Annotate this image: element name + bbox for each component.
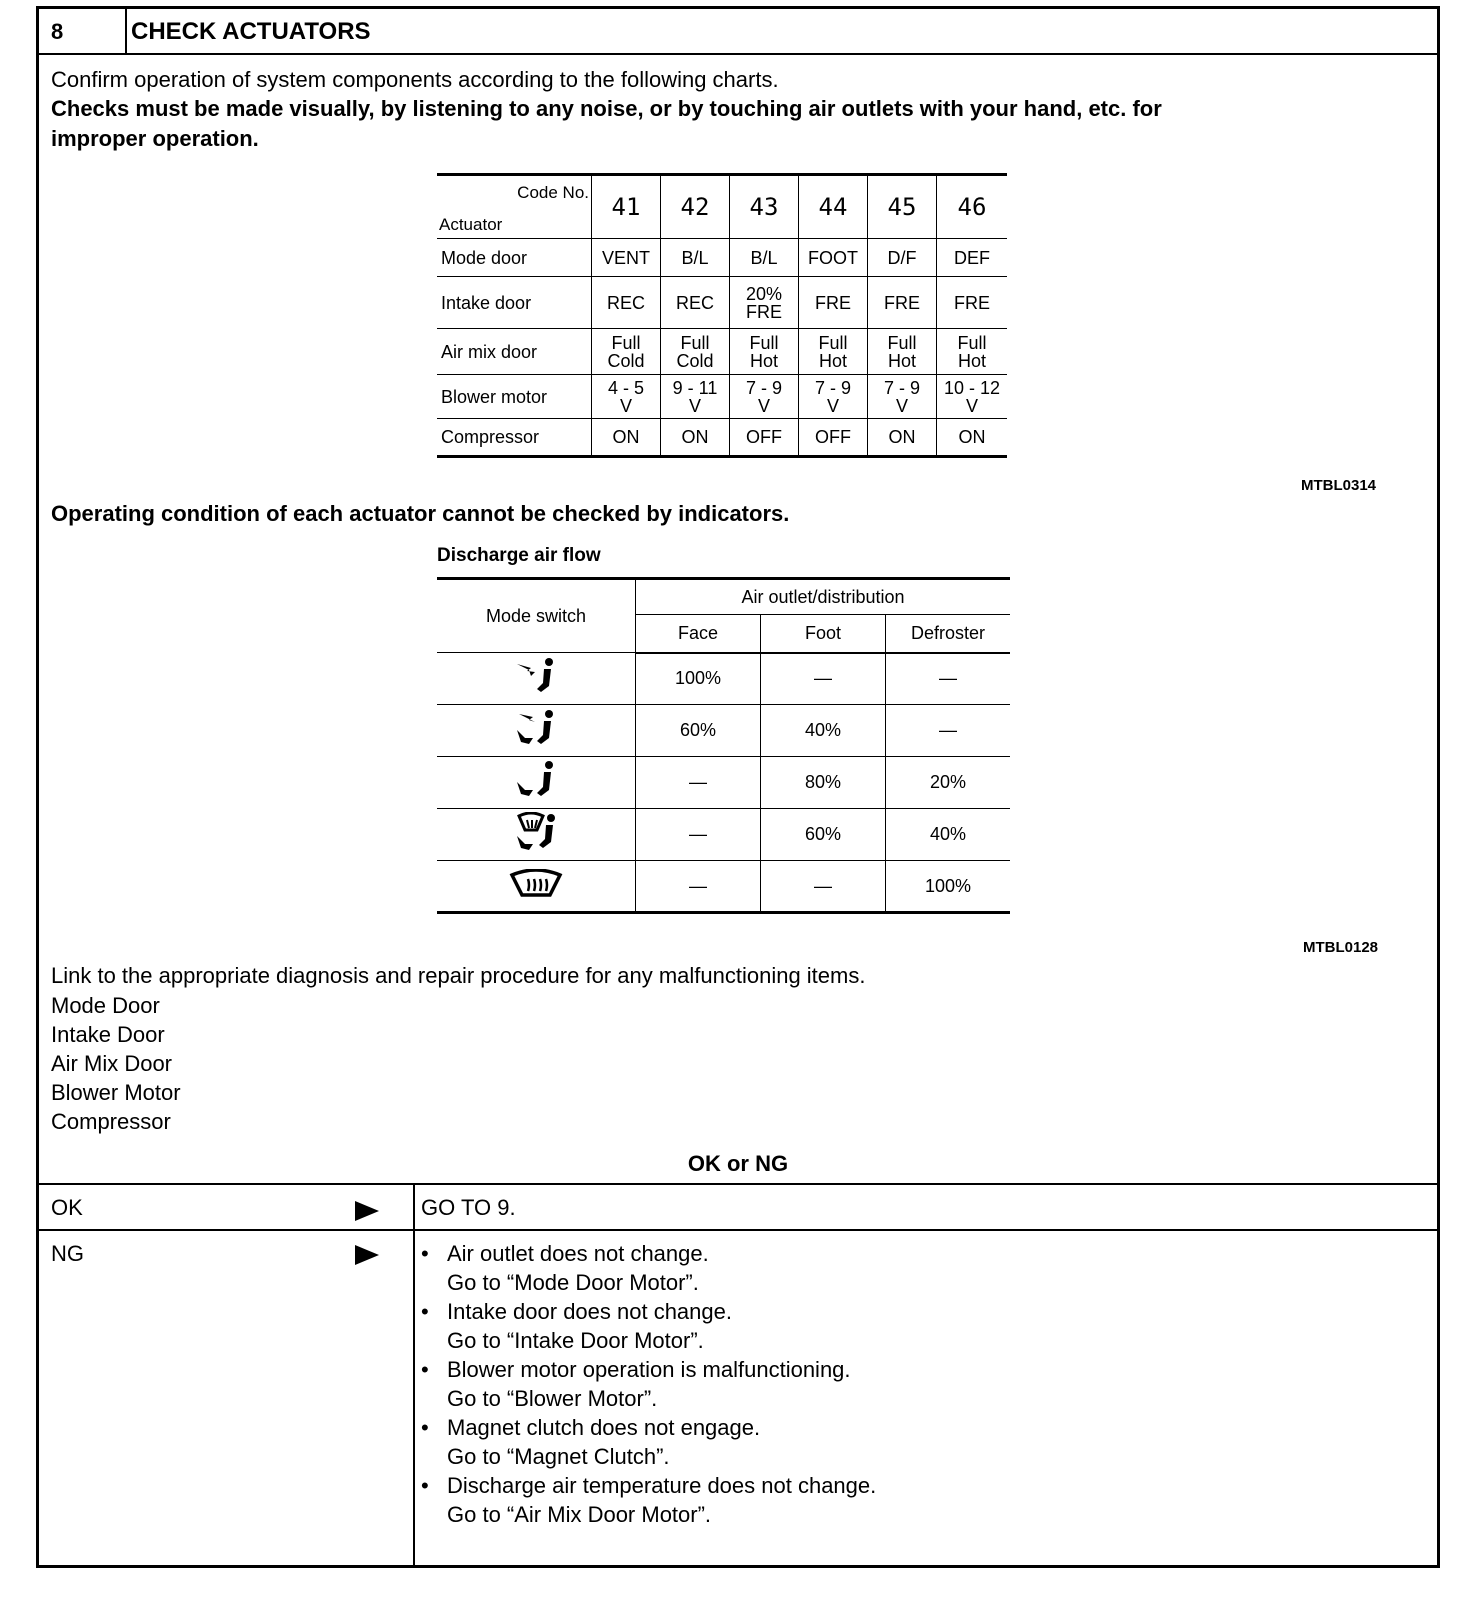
code-cell: 42 bbox=[661, 175, 730, 239]
ng-item-1-action[interactable]: Go to “Mode Door Motor”. bbox=[447, 1270, 699, 1295]
table-cell: 60% bbox=[761, 809, 886, 861]
step-number: 8 bbox=[51, 19, 64, 44]
code-no-label: Code No. bbox=[517, 183, 589, 202]
ok-action[interactable]: GO TO 9. bbox=[421, 1195, 516, 1220]
table-cell: — bbox=[636, 757, 761, 809]
ng-item-4-condition: Magnet clutch does not engage. bbox=[447, 1415, 761, 1440]
link-compressor[interactable]: Compressor bbox=[51, 1109, 171, 1134]
discharge-table-title: Discharge air flow bbox=[437, 545, 601, 566]
air-mix-door-row bbox=[437, 329, 1007, 375]
defrost-mode-row bbox=[437, 861, 1010, 913]
figure-ref-mtbl0128: MTBL0128 bbox=[1303, 939, 1379, 956]
table-cell: D/F bbox=[868, 239, 937, 277]
table-cell: 10 - 12 V bbox=[937, 375, 1008, 419]
step-title: CHECK ACTUATORS bbox=[131, 18, 371, 45]
ng-item-1-condition: Air outlet does not change. bbox=[447, 1241, 709, 1266]
link-mode-door[interactable]: Mode Door bbox=[51, 993, 160, 1018]
code-cell: 45 bbox=[868, 175, 937, 239]
header-divider bbox=[125, 9, 127, 53]
vent-mode-row bbox=[437, 653, 1010, 705]
ok-ng-title: OK or NG bbox=[687, 1151, 789, 1176]
row-label: Air mix door bbox=[437, 329, 592, 375]
foot-mode-icon bbox=[513, 760, 559, 800]
table-cell: FOOT bbox=[799, 239, 868, 277]
table-cell: Full Hot bbox=[937, 329, 1008, 375]
code-cell: 46 bbox=[937, 175, 1008, 239]
bilevel-mode-icon bbox=[513, 708, 559, 748]
procedure-frame bbox=[36, 6, 1440, 1568]
table-cell: 9 - 11 V bbox=[661, 375, 730, 419]
table-cell: Full Cold bbox=[661, 329, 730, 375]
ng-bullet-icon: • bbox=[421, 1357, 429, 1382]
actuator-table bbox=[437, 173, 1007, 458]
table-cell: 60% bbox=[636, 705, 761, 757]
table-cell: 4 - 5 V bbox=[592, 375, 661, 419]
link-intro: Link to the appropriate diagnosis and repair procedure for any malfunctioning items. bbox=[51, 963, 866, 988]
table-cell: 20% FRE bbox=[730, 277, 799, 329]
table-cell: REC bbox=[661, 277, 730, 329]
row-label: Intake door bbox=[437, 277, 592, 329]
defrost-foot-mode-icon bbox=[513, 812, 559, 852]
defrost-foot-mode-row bbox=[437, 809, 1010, 861]
link-air-mix-door[interactable]: Air Mix Door bbox=[51, 1051, 173, 1076]
mode-icon-cell bbox=[437, 861, 636, 913]
mode-icon-cell bbox=[437, 757, 636, 809]
table-cell: — bbox=[636, 861, 761, 913]
table-cell: ON bbox=[937, 419, 1008, 457]
face-header: Face bbox=[636, 615, 761, 653]
ng-bullet-icon: • bbox=[421, 1415, 429, 1440]
table-cell: 7 - 9 V bbox=[868, 375, 937, 419]
table-cell: 40% bbox=[761, 705, 886, 757]
mode-icon-cell bbox=[437, 705, 636, 757]
intro-line-1: Confirm operation of system components according to the following charts. bbox=[51, 67, 779, 92]
ng-item-4-action[interactable]: Go to “Magnet Clutch”. bbox=[447, 1444, 670, 1469]
table-cell: 100% bbox=[636, 653, 761, 705]
mode-switch-header: Mode switch bbox=[437, 579, 636, 653]
table-cell: 40% bbox=[886, 809, 1011, 861]
figure-ref-mtbl0314: MTBL0314 bbox=[1301, 477, 1377, 494]
table-cell: FRE bbox=[799, 277, 868, 329]
row-label: Blower motor bbox=[437, 375, 592, 419]
ng-bullet-icon: • bbox=[421, 1241, 429, 1266]
actuator-header-row bbox=[437, 175, 1007, 239]
table-cell: FRE bbox=[937, 277, 1008, 329]
ng-item-5-condition: Discharge air temperature does not change. bbox=[447, 1473, 877, 1498]
vent-mode-icon bbox=[513, 656, 559, 696]
intro-line-2: Checks must be made visually, by listening to any noise, or by touching air outlets with your hand, etc. for bbox=[51, 96, 1162, 121]
mode-door-row bbox=[437, 239, 1007, 277]
table-cell: VENT bbox=[592, 239, 661, 277]
air-outlet-header: Air outlet/distribution bbox=[636, 579, 1011, 615]
mode-icon-cell bbox=[437, 809, 636, 861]
ng-item-3-condition: Blower motor operation is malfunctioning. bbox=[447, 1357, 851, 1382]
table-cell: Full Cold bbox=[592, 329, 661, 375]
defrost-mode-icon bbox=[508, 869, 564, 899]
result-section bbox=[39, 1183, 1437, 1565]
defroster-header: Defroster bbox=[886, 615, 1011, 653]
ng-item-2-condition: Intake door does not change. bbox=[447, 1299, 732, 1324]
table-cell: REC bbox=[592, 277, 661, 329]
blower-motor-row bbox=[437, 375, 1007, 419]
foot-mode-row bbox=[437, 757, 1010, 809]
bilevel-mode-row bbox=[437, 705, 1010, 757]
ng-bullet-icon: • bbox=[421, 1299, 429, 1324]
table-cell: 7 - 9 V bbox=[730, 375, 799, 419]
table-cell: ON bbox=[868, 419, 937, 457]
result-top-line bbox=[39, 1183, 1437, 1185]
ok-arrow-icon bbox=[355, 1201, 379, 1221]
corner-cell bbox=[437, 175, 592, 239]
intro-line-3: improper operation. bbox=[51, 126, 259, 151]
foot-header: Foot bbox=[761, 615, 886, 653]
ng-label: NG bbox=[51, 1241, 84, 1266]
discharge-air-flow-table bbox=[437, 577, 1010, 914]
code-cell: 44 bbox=[799, 175, 868, 239]
ng-item-3-action[interactable]: Go to “Blower Motor”. bbox=[447, 1386, 658, 1411]
row-label: Compressor bbox=[437, 419, 592, 457]
table-cell: 100% bbox=[886, 861, 1011, 913]
indicator-note: Operating condition of each actuator cannot be checked by indicators. bbox=[51, 501, 790, 526]
ok-label: OK bbox=[51, 1195, 83, 1220]
discharge-header-row bbox=[437, 579, 1010, 615]
code-cell: 41 bbox=[592, 175, 661, 239]
table-cell: Full Hot bbox=[730, 329, 799, 375]
table-cell: — bbox=[636, 809, 761, 861]
table-cell: ON bbox=[592, 419, 661, 457]
table-cell: ON bbox=[661, 419, 730, 457]
table-cell: OFF bbox=[730, 419, 799, 457]
result-divider bbox=[413, 1183, 415, 1565]
step-header bbox=[39, 9, 1437, 55]
link-blower-motor[interactable]: Blower Motor bbox=[51, 1080, 181, 1105]
result-middle-line bbox=[39, 1229, 1437, 1231]
table-cell: B/L bbox=[661, 239, 730, 277]
table-cell: FRE bbox=[868, 277, 937, 329]
code-cell: 43 bbox=[730, 175, 799, 239]
ng-item-2-action[interactable]: Go to “Intake Door Motor”. bbox=[447, 1328, 704, 1353]
mode-icon-cell bbox=[437, 653, 636, 705]
ng-arrow-icon bbox=[355, 1245, 379, 1265]
table-cell: 20% bbox=[886, 757, 1011, 809]
table-cell: DEF bbox=[937, 239, 1008, 277]
actuator-label: Actuator bbox=[439, 215, 503, 234]
table-cell: — bbox=[886, 653, 1011, 705]
ng-item-5-action[interactable]: Go to “Air Mix Door Motor”. bbox=[447, 1502, 712, 1527]
table-cell: — bbox=[886, 705, 1011, 757]
table-cell: — bbox=[761, 861, 886, 913]
table-cell: OFF bbox=[799, 419, 868, 457]
table-cell: Full Hot bbox=[799, 329, 868, 375]
ng-bullet-icon: • bbox=[421, 1473, 429, 1498]
table-cell: 7 - 9 V bbox=[799, 375, 868, 419]
table-cell: — bbox=[761, 653, 886, 705]
table-cell: Full Hot bbox=[868, 329, 937, 375]
intake-door-row bbox=[437, 277, 1007, 329]
link-intake-door[interactable]: Intake Door bbox=[51, 1022, 165, 1047]
table-cell: B/L bbox=[730, 239, 799, 277]
table-cell: 80% bbox=[761, 757, 886, 809]
row-label: Mode door bbox=[437, 239, 592, 277]
compressor-row bbox=[437, 419, 1007, 457]
